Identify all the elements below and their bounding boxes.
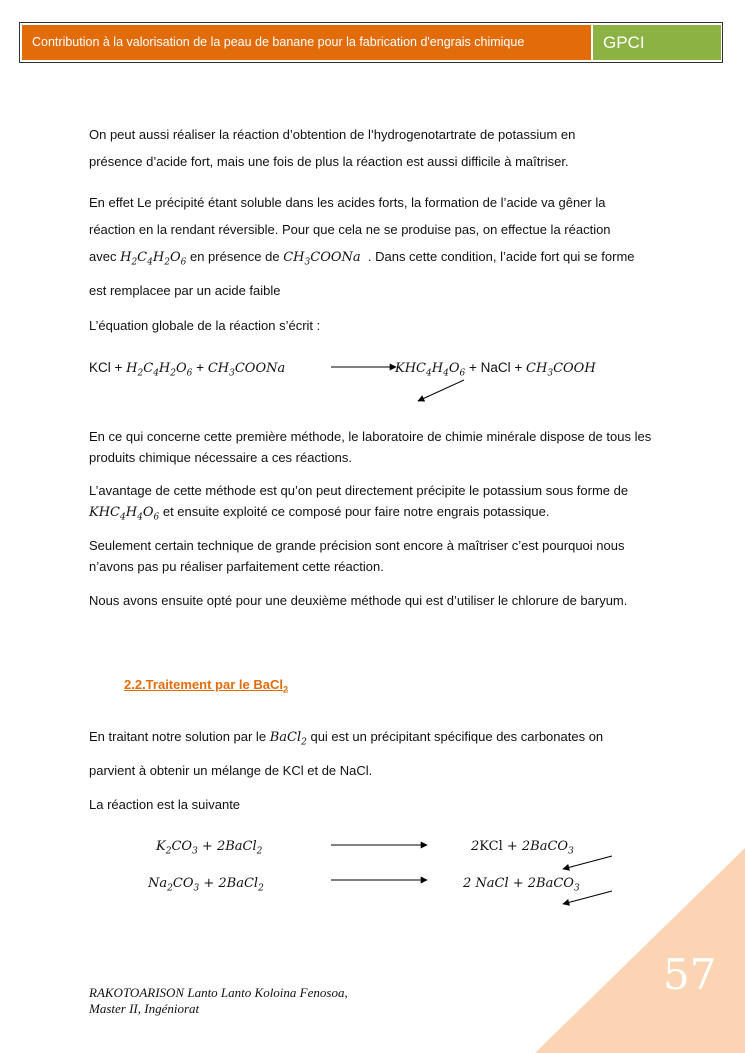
paragraph-7: Nous avons ensuite opté pour une deuxième méthode qui est d’utiliser le chlorure de baryum. [89, 593, 628, 608]
formula-barium-chloride: BaCl$_2$ [269, 730, 307, 748]
reaction-2-products-formula: 2 NaCl + 2BaCO$_3$ [463, 876, 580, 894]
eq-potassium-bitartrate: $KHC_4H_4O_6$ [395, 361, 466, 379]
p2-line-3c: . Dans cette condition, l’acide fort qui se forme [367, 249, 635, 264]
p2-line-1: En effet Le précipité étant soluble dans les acides forts, la formation de l’acide va gêner la [89, 195, 606, 210]
eq-kcl: KCl + [89, 360, 123, 375]
p8-line-2: parvient à obtenir un mélange de KCl et de NaCl. [89, 762, 373, 778]
footer [89, 985, 348, 1017]
footer-author: RAKOTOARISON Lanto Lanto Koloina Fenosoa, [89, 985, 348, 1000]
paragraph-6: Seulement certain technique de grande précision sont encore à maîtriser c’est pourquoi nous n’avons pas pu réaliser parfaitement cette réaction. [89, 538, 625, 574]
formula-potassium-bitartrate: $KHC_4H_4O_6$ [89, 505, 160, 523]
p8-a: En traitant notre solution par le [89, 729, 267, 744]
p8-b: qui est un précipitant spécifique des carbonates on [310, 729, 604, 744]
p2-line-3b: en présence de [189, 249, 280, 264]
reaction-1-reactants-formula: $K_2CO_3$ + 2BaCl$_2$ [156, 839, 263, 857]
p5-a: L’avantage de cette méthode est qu’on peut directement précipite le potassium sous forme de [89, 483, 629, 498]
page-number: 57 [663, 950, 717, 999]
reaction-1-products-formula: 2KCl + 2BaCO$_3$ [471, 839, 574, 857]
eq-tartaric-acid: $H_2C_4H_2O_6$ [126, 361, 193, 379]
eq-nacl: + NaCl + [468, 360, 523, 375]
precipitate-arrow-2 [563, 891, 612, 904]
p2-line-2: réaction en la rendant réversible. Pour que cela ne se produise pas, on effectue la réaction [89, 222, 611, 237]
p2-line-4: est remplacee par un acide faible [89, 282, 281, 298]
p1-line-1: On peut aussi réaliser la réaction d’obtention de l’hydrogenotartrate de potassium en [89, 127, 576, 142]
paragraph-9: La réaction est la suivante [89, 797, 241, 812]
header-title: Contribution à la valorisation de la peau de banane pour la fabrication d'engrais chimique [22, 25, 591, 60]
section-heading-text: 2.2.Traitement par le [124, 677, 250, 692]
header-badge: GPCI [593, 25, 721, 60]
precipitate-arrow-global [418, 380, 464, 401]
footer-degree: Master II, Ingéniorat [89, 1001, 200, 1016]
eq-acetic-acid: $CH_3COOH$ [526, 361, 596, 379]
formula-sodium-acetate: $CH_3COONa$ [283, 250, 361, 268]
section-heading-reagent: BaCl$_2$ [253, 677, 288, 695]
precipitate-arrow-1 [563, 856, 612, 869]
eq-plus: + [196, 360, 205, 375]
p1-line-2: présence d’acide fort, mais une fois de plus la réaction est aussi difficile à maîtriser. [89, 154, 569, 169]
paragraph-3: L’équation globale de la réaction s’écrit : [89, 318, 321, 333]
eq-sodium-acetate: $CH_3COONa$ [207, 361, 286, 379]
reaction-2-reactants-formula: $Na_2CO_3$ + 2BaCl$_2$ [148, 876, 264, 894]
p2-line-3a: avec [89, 249, 117, 264]
formula-tartaric-acid: $H_2C_4H_2O_6$ [120, 250, 187, 268]
paragraph-4: En ce qui concerne cette première méthode, le laboratoire de chimie minérale dispose de tous les produits chimique nécessaire a ces réactions. [89, 429, 652, 465]
p5-b: et ensuite exploité ce composé pour faire notre engrais potassique. [162, 504, 550, 519]
